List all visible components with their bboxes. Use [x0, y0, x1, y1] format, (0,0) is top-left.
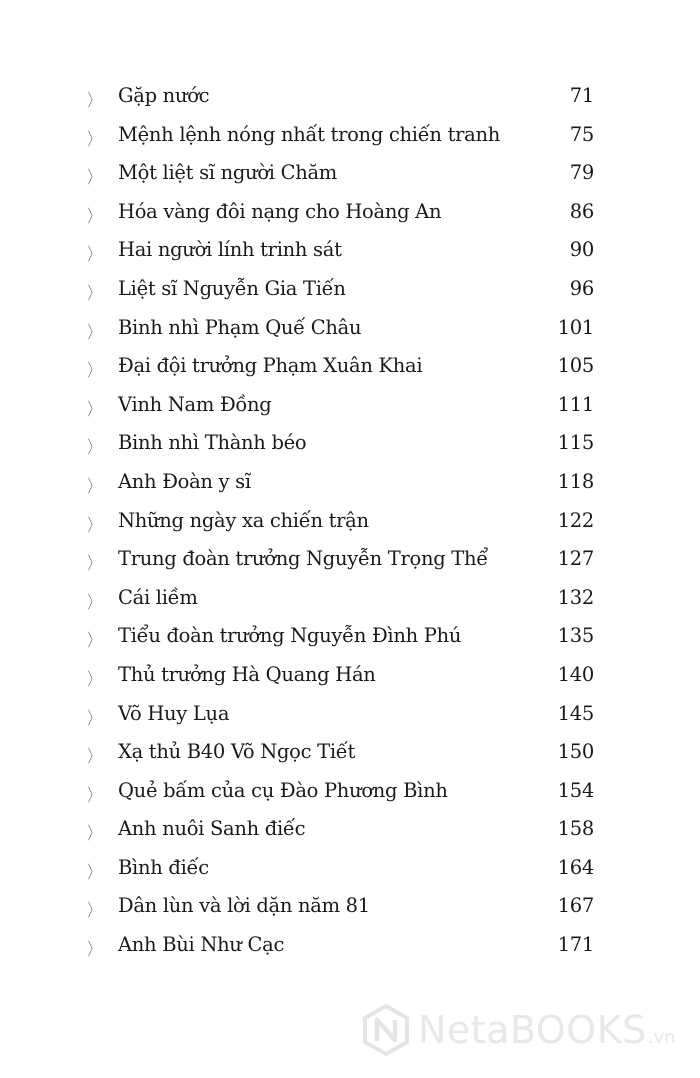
chevron-right-icon: 〉: [88, 824, 98, 845]
toc-entry-title: Trung đoàn trưởng Nguyễn Trọng Thể: [118, 547, 488, 571]
chevron-right-icon: 〉: [88, 631, 98, 652]
netabooks-watermark: [362, 1000, 692, 1060]
toc-entry[interactable]: [0, 82, 700, 121]
chevron-right-icon: 〉: [88, 901, 98, 922]
toc-entry-page: 154: [557, 778, 594, 802]
toc-entry-title: Hóa vàng đôi nạng cho Hoàng An: [118, 199, 442, 223]
chevron-right-icon: 〉: [88, 206, 98, 227]
chevron-right-icon: 〉: [88, 361, 98, 382]
toc-entry[interactable]: [0, 159, 700, 198]
toc-entry-page: 118: [557, 469, 594, 493]
toc-entry-title: Binh nhì Thành béo: [118, 431, 307, 455]
toc-entry-title: Binh nhì Phạm Quế Châu: [118, 315, 362, 339]
chevron-right-icon: 〉: [88, 283, 98, 304]
toc-entry-title: Võ Huy Lụa: [118, 701, 230, 725]
toc-entry-page: 111: [557, 392, 594, 416]
chevron-right-icon: 〉: [88, 168, 98, 189]
toc-entry[interactable]: [0, 236, 700, 275]
toc-entry-page: 140: [557, 662, 594, 686]
toc-entry-title: Bình điếc: [118, 855, 209, 879]
toc-entry[interactable]: [0, 700, 700, 739]
toc-entry[interactable]: [0, 892, 700, 931]
toc-entry[interactable]: [0, 275, 700, 314]
toc-entry[interactable]: [0, 622, 700, 661]
toc-entry[interactable]: [0, 738, 700, 777]
chevron-right-icon: 〉: [88, 862, 98, 883]
toc-entry-page: 135: [557, 624, 594, 648]
toc-entry-title: Liệt sĩ Nguyễn Gia Tiến: [118, 276, 346, 300]
toc-entry[interactable]: [0, 661, 700, 700]
toc-entry-page: 115: [557, 431, 594, 455]
toc-entry[interactable]: [0, 121, 700, 160]
toc-entry-page: 79: [569, 161, 594, 185]
toc-entry-title: Đại đội trưởng Phạm Xuân Khai: [118, 354, 423, 378]
toc-entry[interactable]: [0, 468, 700, 507]
toc-entry-title: Cái liềm: [118, 585, 198, 609]
toc-entry-title: Dân lùn và lời dặn năm 81: [118, 894, 370, 918]
toc-entry-title: Xạ thủ B40 Võ Ngọc Tiết: [118, 740, 356, 764]
toc-entry-page: 86: [569, 199, 594, 223]
toc-entry-title: Quẻ bấm của cụ Đào Phương Bình: [118, 778, 448, 802]
chevron-right-icon: 〉: [88, 245, 98, 266]
toc-entry[interactable]: [0, 429, 700, 468]
toc-entry-title: Gặp nước: [118, 84, 210, 107]
toc-entry-page: 101: [557, 315, 594, 339]
toc-entry-title: Tiểu đoàn trưởng Nguyễn Đình Phú: [118, 624, 462, 648]
toc-entry-title: Anh Bùi Như Cạc: [118, 933, 285, 957]
toc-entry-page: 96: [569, 276, 594, 300]
chevron-right-icon: 〉: [88, 322, 98, 343]
toc-entry-title: Vinh Nam Đồng: [118, 392, 272, 416]
chevron-right-icon: 〉: [88, 940, 98, 961]
toc-entry[interactable]: [0, 314, 700, 353]
chevron-right-icon: 〉: [88, 476, 98, 497]
toc-entry-page: 150: [557, 740, 594, 764]
table-of-contents: [0, 82, 700, 970]
chevron-right-icon: 〉: [88, 554, 98, 575]
watermark-suffix: .vn: [647, 1027, 676, 1048]
toc-entry-page: 132: [557, 585, 594, 609]
toc-entry-title: Những ngày xa chiến trận: [118, 508, 369, 532]
chevron-right-icon: 〉: [88, 438, 98, 459]
chevron-right-icon: 〉: [88, 399, 98, 420]
toc-entry[interactable]: [0, 931, 700, 970]
toc-entry-page: 75: [569, 122, 594, 146]
netabooks-logo-icon: [362, 1004, 410, 1056]
toc-entry[interactable]: [0, 352, 700, 391]
toc-entry[interactable]: [0, 584, 700, 623]
toc-entry[interactable]: [0, 854, 700, 893]
chevron-right-icon: 〉: [88, 747, 98, 768]
toc-entry-title: Một liệt sĩ người Chăm: [118, 161, 338, 185]
chevron-right-icon: 〉: [88, 592, 98, 613]
toc-entry-page: 105: [557, 354, 594, 378]
chevron-right-icon: 〉: [88, 669, 98, 690]
toc-entry-page: 158: [557, 817, 594, 841]
toc-entry-title: Mệnh lệnh nóng nhất trong chiến tranh: [118, 122, 500, 146]
toc-entry[interactable]: [0, 815, 700, 854]
chevron-right-icon: 〉: [88, 708, 98, 729]
chevron-right-icon: 〉: [88, 515, 98, 536]
toc-entry-page: 145: [557, 701, 594, 725]
toc-entry-page: 122: [557, 508, 594, 532]
chevron-right-icon: 〉: [88, 129, 98, 150]
toc-entry[interactable]: [0, 777, 700, 816]
chevron-right-icon: 〉: [88, 91, 98, 111]
toc-entry[interactable]: [0, 198, 700, 237]
toc-entry-title: Hai người lính trinh sát: [118, 238, 342, 262]
toc-entry-page: 164: [557, 855, 594, 879]
watermark-brand: NetaBOOKS: [418, 1008, 647, 1052]
toc-entry-page: 171: [557, 933, 594, 957]
toc-entry-page: 71: [569, 84, 594, 107]
toc-entry-page: 167: [557, 894, 594, 918]
toc-entry[interactable]: [0, 391, 700, 430]
toc-entry[interactable]: [0, 507, 700, 546]
toc-entry-title: Anh nuôi Sanh điếc: [118, 817, 306, 841]
toc-entry-page: 127: [557, 547, 594, 571]
toc-entry[interactable]: [0, 545, 700, 584]
toc-entry-page: 90: [569, 238, 594, 262]
toc-entry-title: Thủ trưởng Hà Quang Hán: [118, 662, 376, 686]
toc-entry-title: Anh Đoàn y sĩ: [118, 469, 251, 493]
chevron-right-icon: 〉: [88, 785, 98, 806]
